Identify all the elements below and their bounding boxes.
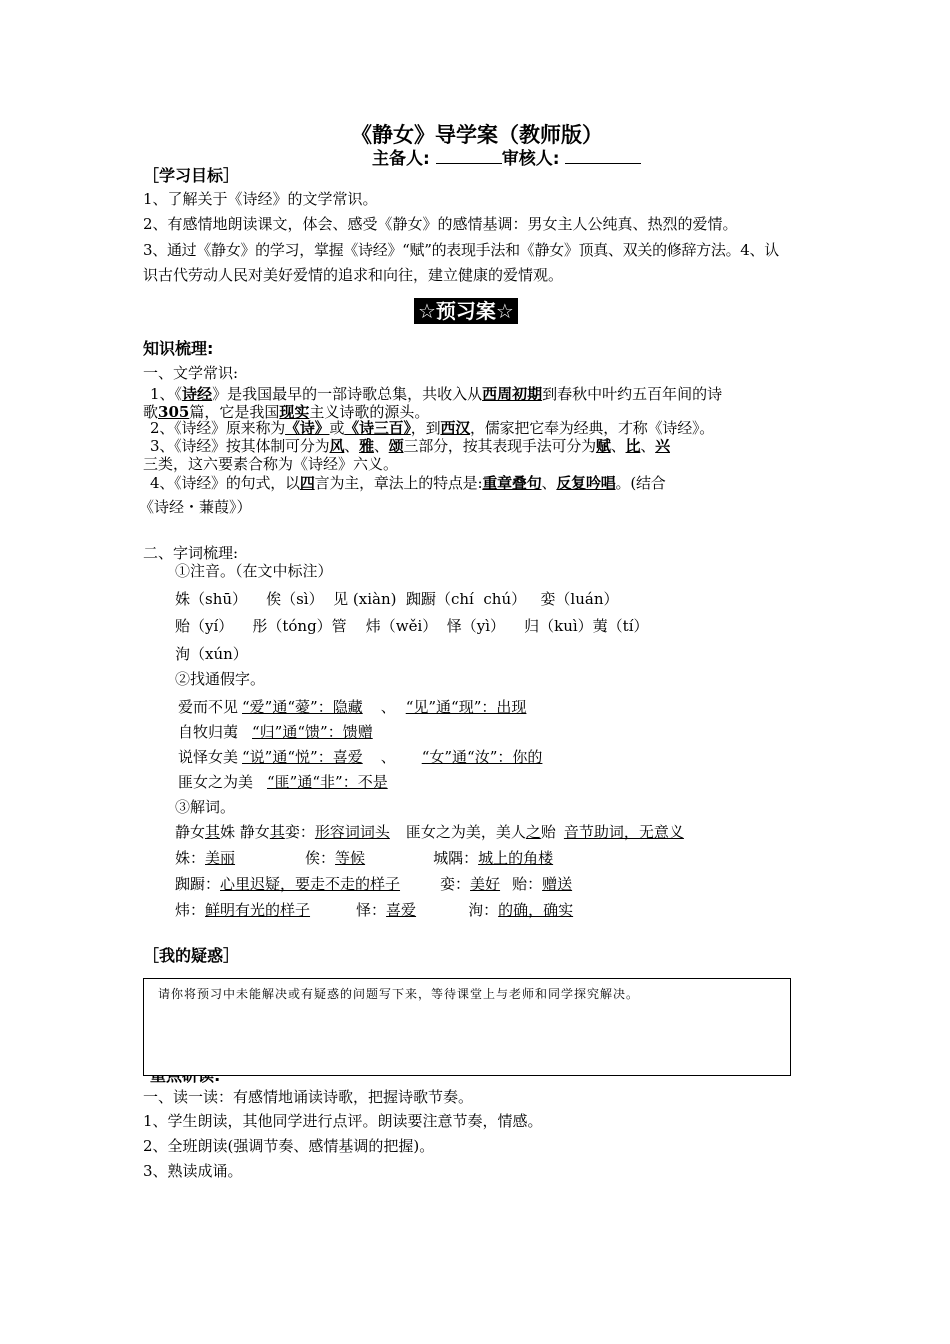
text: 其 — [269, 823, 285, 841]
objective-item: 1、了解关于《诗经》的文学常识。 — [143, 190, 378, 208]
explain-line — [175, 848, 553, 868]
answer-blank: 反复吟唱 — [556, 474, 616, 492]
text: 。(结合 — [615, 474, 666, 492]
text: 之 — [525, 823, 541, 841]
text: 4、《诗经》的句式，以 — [150, 474, 300, 492]
text: 贻 — [540, 823, 556, 841]
knowledge-heading: 知识梳理: — [143, 339, 214, 358]
text: 歌 — [143, 403, 159, 421]
objectives-heading: ［学习目标］ — [143, 166, 240, 185]
text: 、 — [380, 748, 396, 766]
reading-item: 一、读一读：有感情地诵读诗歌，把握诗歌节奏。 — [143, 1088, 474, 1106]
text: 、 — [610, 437, 626, 455]
text: 匪女之为美，美人 — [405, 823, 526, 841]
tongjia-line — [178, 747, 546, 767]
objective-item: 3、通过《静女》的学习，掌握《诗经》“赋”的表现手法和《静女》顶真、双关的修辞方法。4、认 — [143, 241, 779, 259]
answer-blank: “说”通“悦”：喜爱 — [242, 748, 363, 766]
doubts-textbox[interactable] — [143, 978, 791, 1076]
answer-blank: “见”通“现”：出现 — [405, 698, 527, 716]
answer-blank: 喜爱 — [386, 901, 417, 919]
answer-blank: 西汉 — [440, 419, 470, 437]
pronunciation-line: 洵（xún） — [175, 645, 248, 663]
text: 姝 静女 — [220, 823, 270, 841]
answer-blank: 等候 — [335, 849, 366, 867]
doubts-heading: ［我的疑惑］ — [143, 946, 240, 965]
text: 、 — [541, 474, 557, 492]
answer-blank: 赠送 — [542, 875, 573, 893]
answer-blank: 现实 — [279, 403, 310, 421]
explain-heading: ③解词。 — [175, 798, 236, 816]
text: 、 — [380, 698, 396, 716]
text: 城隅： — [433, 849, 479, 867]
page-title: 《静女》导学案（教师版） — [351, 123, 603, 147]
answer-blank: 的确，确实 — [498, 901, 574, 919]
text: 娈： — [440, 875, 471, 893]
answer-blank: 颂 — [388, 437, 404, 455]
text: 匪女之为美 — [178, 773, 254, 791]
answer-blank: 《诗》 — [285, 419, 330, 437]
answer-blank: 重章叠句 — [482, 474, 542, 492]
answer-blank: 《诗三百》 — [344, 419, 411, 437]
text: 、 — [373, 437, 389, 455]
answer-blank: 赋 — [595, 437, 611, 455]
explain-line — [175, 822, 692, 842]
text: ，到 — [410, 419, 441, 437]
text: 》是我国最早的一部诗歌总集，共收入从 — [212, 385, 483, 403]
objective-item: 2、有感情地朗读课文，体会、感受《静女》的感情基调：男女主人公纯真、热烈的爱情。 — [143, 215, 738, 233]
text: 贻： — [512, 875, 543, 893]
answer-blank: 305 — [158, 403, 190, 421]
answer-blank: 美丽 — [205, 849, 236, 867]
text: 俟： — [305, 849, 336, 867]
answer-blank: 雅 — [359, 437, 374, 455]
literature-line-6 — [150, 473, 666, 493]
literature-line-7: 《诗经・蒹葭》） — [139, 498, 252, 516]
tongjia-line — [178, 722, 393, 742]
answer-blank: 诗经 — [182, 385, 213, 403]
answer-blank: 音节助词，无意义 — [563, 823, 684, 841]
answer-blank: “爱”通“薆”：隐藏 — [242, 698, 363, 716]
doubts-prompt: 请你将预习中未能解决或有疑惑的问题写下来，等待课堂上与老师和同学探究解决。 — [158, 987, 640, 1001]
pronunciation-line: 姝（shū） 俟（sì） 见 (xiàn) 踟蹰（chí chú） 娈（luán） — [175, 590, 619, 608]
author-line — [372, 147, 641, 169]
preview-banner: ☆预习案☆ — [414, 298, 518, 324]
tongjia-line — [178, 772, 404, 792]
answer-blank: 比 — [625, 437, 641, 455]
text: 到春秋中叶约五百年间的诗 — [542, 385, 723, 403]
answer-blank: 西周初期 — [482, 385, 543, 403]
tongjia-line — [178, 697, 530, 717]
text: 说怿女美 — [178, 748, 239, 766]
text: 静女 — [175, 823, 206, 841]
answer-blank: 四 — [299, 474, 315, 492]
answer-blank: “匪”通“非”：不是 — [267, 773, 388, 791]
reading-item: 1、学生朗读，其他同学进行点评。朗读要注意节奏，情感。 — [143, 1112, 543, 1130]
explain-line — [175, 874, 572, 894]
text: 炜： — [175, 901, 206, 919]
answer-blank: 鲜明有光的样子 — [205, 901, 311, 919]
answer-blank: 形容词词头 — [314, 823, 390, 841]
tongjia-heading: ②找通假字。 — [175, 670, 266, 688]
answer-blank: 心里迟疑，要走不走的样子 — [220, 875, 401, 893]
text: 三部分，按其表现手法可分为 — [403, 437, 596, 455]
words-heading: 二、字词梳理: — [143, 544, 239, 562]
answer-blank: “归”通“馈”：馈赠 — [252, 723, 373, 741]
answer-blank: 城上的角楼 — [478, 849, 554, 867]
reading-item: 3、熟读成诵。 — [143, 1162, 243, 1180]
text: 爱而不见 — [178, 698, 239, 716]
literature-heading: 一、文学常识: — [143, 364, 239, 382]
objective-item: 识古代劳动人民对美好爱情的追求和向往，建立健康的爱情观。 — [143, 266, 564, 284]
text: 其 — [205, 823, 221, 841]
preparer-label: 主备人: — [372, 149, 430, 169]
text: 或 — [329, 419, 345, 437]
reviewer-blank[interactable] — [565, 147, 641, 164]
reading-item: 2、全班朗读(强调节奏、感情基调的把握)。 — [143, 1137, 435, 1155]
answer-blank: 美好 — [470, 875, 501, 893]
text: 篇，它是我国 — [189, 403, 280, 421]
literature-line-4 — [150, 436, 670, 456]
text: 、 — [344, 437, 360, 455]
preparer-blank[interactable] — [436, 147, 502, 164]
text: 姝： — [175, 849, 206, 867]
pronunciation-line: 贻（yí） 彤（tóng）管 炜（wěi） 怿（yì） 归（kuì）荑（tí） — [175, 617, 649, 635]
text: 2、《诗经》原来称为 — [150, 419, 286, 437]
answer-blank: 风 — [329, 437, 345, 455]
reviewer-label: 审核人: — [501, 149, 560, 169]
text: ，儒家把它奉为经典，才称《诗经》。 — [470, 419, 715, 437]
literature-line-5: 三类，这六要素合称为《诗经》六义。 — [143, 455, 399, 473]
text: 3、《诗经》按其体制可分为 — [150, 437, 330, 455]
text: 、 — [640, 437, 656, 455]
text: 怿： — [356, 901, 387, 919]
explain-line — [175, 900, 573, 920]
answer-blank: 兴 — [655, 437, 670, 455]
literature-line-1 — [150, 384, 722, 404]
pronunciation-heading: ①注音。（在文中标注） — [175, 562, 333, 580]
literature-line-3 — [150, 418, 714, 438]
text: 洵： — [468, 901, 499, 919]
text: 1、《 — [150, 385, 183, 403]
text: 娈： — [284, 823, 315, 841]
text: 踟蹰： — [175, 875, 221, 893]
text: 主义诗歌的源头。 — [309, 403, 430, 421]
answer-blank: “女”通“汝”：你的 — [421, 748, 543, 766]
text: 自牧归荑 — [178, 723, 239, 741]
text: 言为主，章法上的特点是: — [314, 474, 483, 492]
